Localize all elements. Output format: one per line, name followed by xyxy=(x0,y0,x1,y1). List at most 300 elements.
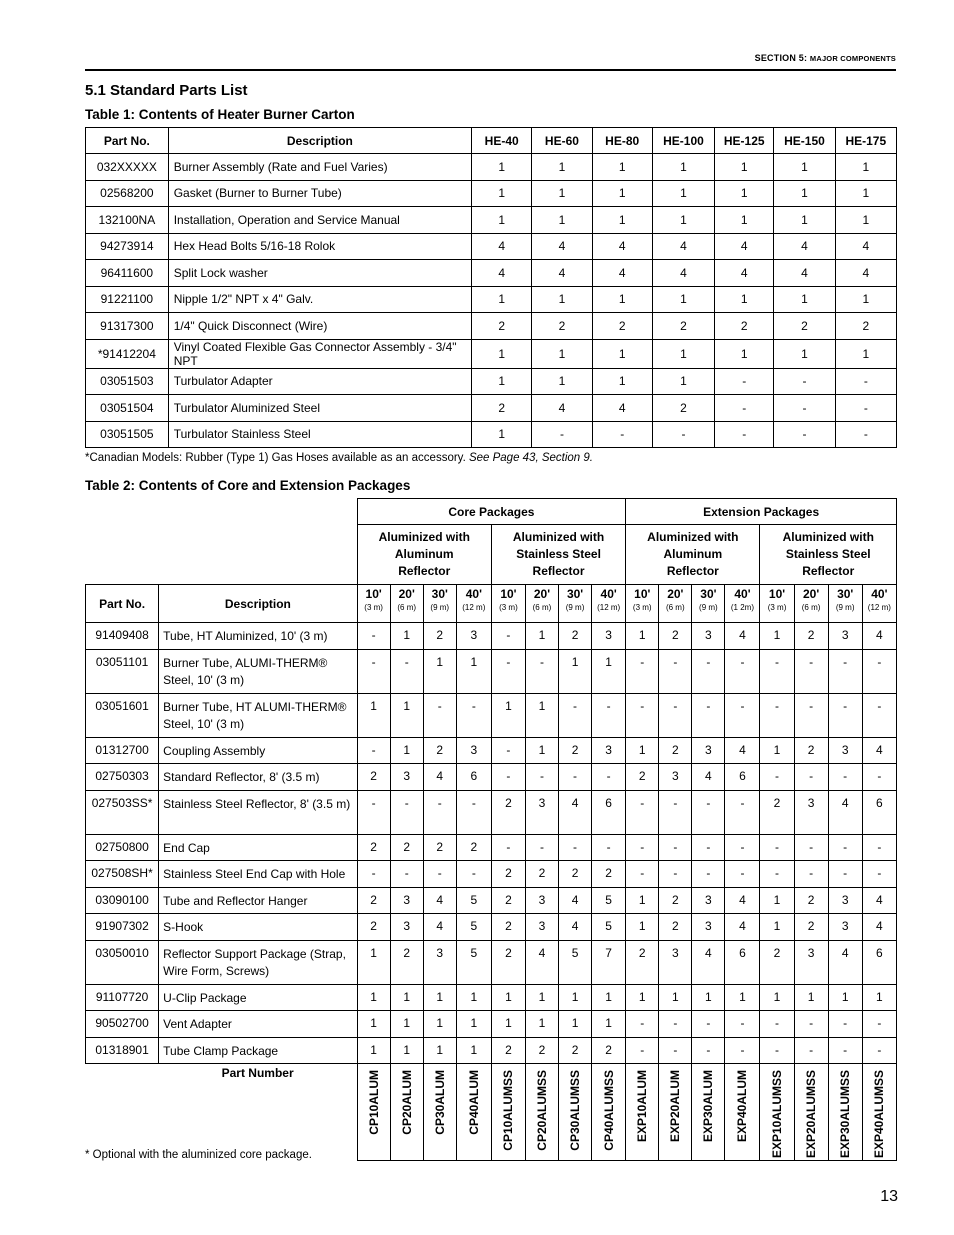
table-row xyxy=(86,233,897,260)
quantity-cell: - xyxy=(692,834,725,861)
package-part-number: CP10ALUMSS xyxy=(501,1070,516,1151)
quantity-cell: 1 xyxy=(715,339,774,368)
quantity-cell: 1 xyxy=(472,154,532,181)
length-meters: (6 m) xyxy=(397,603,417,612)
quantity-cell: 2 xyxy=(491,1037,525,1064)
quantity-cell: - xyxy=(794,861,828,888)
quantity-cell: 2 xyxy=(652,313,714,340)
part-number-cell: 02750303 xyxy=(86,764,159,791)
package-part-number-wrap xyxy=(725,1064,759,1160)
quantity-cell: - xyxy=(357,649,390,693)
part-number-cell: 027508SH* xyxy=(86,861,159,888)
package-part-number: EXP10ALUM xyxy=(635,1070,650,1143)
quantity-cell: - xyxy=(626,861,659,888)
quantity-cell: 1 xyxy=(390,1011,423,1038)
package-part-number-cell xyxy=(423,1064,456,1161)
quantity-cell: 1 xyxy=(532,368,592,395)
quantity-cell: 1 xyxy=(652,286,714,313)
quantity-cell: 3 xyxy=(390,764,423,791)
quantity-cell: 2 xyxy=(659,914,692,941)
quantity-cell: 2 xyxy=(559,1037,592,1064)
quantity-cell: 3 xyxy=(828,623,862,650)
quantity-cell: - xyxy=(491,834,525,861)
quantity-cell: - xyxy=(862,1011,896,1038)
quantity-cell: - xyxy=(692,861,725,888)
length-meters: (3 m) xyxy=(499,603,518,612)
length-header xyxy=(525,585,558,623)
quantity-cell: - xyxy=(835,395,896,422)
quantity-cell: 2 xyxy=(794,623,828,650)
package-part-number-wrap xyxy=(863,1064,896,1160)
quantity-cell: 2 xyxy=(491,940,525,984)
quantity-cell: 3 xyxy=(794,790,828,834)
package-part-number: EXP20ALUMSS xyxy=(804,1070,819,1159)
quantity-cell: 1 xyxy=(559,1011,592,1038)
quantity-cell: - xyxy=(794,649,828,693)
quantity-cell: 1 xyxy=(774,180,835,207)
quantity-cell: 5 xyxy=(456,887,491,914)
table-row xyxy=(86,313,897,340)
package-part-number-cell xyxy=(357,1064,390,1161)
quantity-cell: - xyxy=(774,421,835,448)
quantity-cell: - xyxy=(423,790,456,834)
quantity-cell: - xyxy=(794,693,828,737)
description-cell: Vinyl Coated Flexible Gas Connector Assembly - 3/4" NPT xyxy=(168,339,471,368)
length-feet: 30' xyxy=(431,587,448,601)
quantity-cell: 2 xyxy=(525,1037,558,1064)
length-meters: (9 m) xyxy=(699,603,718,612)
quantity-cell: 3 xyxy=(828,887,862,914)
quantity-cell: 2 xyxy=(423,623,456,650)
quantity-cell: 3 xyxy=(659,764,692,791)
package-part-number-cell xyxy=(456,1064,491,1161)
length-header xyxy=(491,585,525,623)
quantity-cell: - xyxy=(592,834,626,861)
table-row xyxy=(86,737,897,764)
part-number-cell: 91409408 xyxy=(86,623,159,650)
quantity-cell: 1 xyxy=(652,180,714,207)
part-number-cell: 91907302 xyxy=(86,914,159,941)
quantity-cell: 4 xyxy=(774,260,835,287)
quantity-cell: 7 xyxy=(592,940,626,984)
quantity-cell: 2 xyxy=(559,737,592,764)
subgroup-ext-stainless xyxy=(760,525,897,585)
quantity-cell: 1 xyxy=(835,207,896,234)
table-row xyxy=(86,834,897,861)
description-cell: Burner Tube, ALUMI-THERM® Steel, 10' (3 m) xyxy=(159,649,357,693)
subgroup-label: Aluminized with Stainless Steel Reflector xyxy=(782,530,874,578)
quantity-cell: 3 xyxy=(423,940,456,984)
table2-footnote: * Optional with the aluminized core package. xyxy=(85,1149,312,1161)
package-part-number: EXP30ALUM xyxy=(701,1070,716,1143)
quantity-cell: 4 xyxy=(862,887,896,914)
column-header: Description xyxy=(168,128,471,154)
quantity-cell: - xyxy=(725,790,760,834)
quantity-cell: 2 xyxy=(794,887,828,914)
quantity-cell: - xyxy=(357,790,390,834)
quantity-cell: 3 xyxy=(659,940,692,984)
quantity-cell: 2 xyxy=(659,887,692,914)
quantity-cell: 4 xyxy=(835,233,896,260)
quantity-cell: - xyxy=(862,649,896,693)
quantity-cell: - xyxy=(828,861,862,888)
quantity-cell: 1 xyxy=(760,984,794,1011)
quantity-cell: 5 xyxy=(592,887,626,914)
description-cell: Burner Assembly (Rate and Fuel Varies) xyxy=(168,154,471,181)
column-header: HE-60 xyxy=(532,128,592,154)
quantity-cell: 4 xyxy=(652,260,714,287)
table-row xyxy=(86,180,897,207)
section-label: SECTION 5: xyxy=(754,53,808,63)
column-header: HE-40 xyxy=(472,128,532,154)
package-part-number-wrap xyxy=(592,1064,625,1160)
quantity-cell: 1 xyxy=(592,368,652,395)
quantity-cell: 1 xyxy=(592,180,652,207)
quantity-cell: 5 xyxy=(456,940,491,984)
quantity-cell: 1 xyxy=(491,693,525,737)
quantity-cell: 4 xyxy=(725,887,760,914)
quantity-cell: - xyxy=(456,693,491,737)
quantity-cell: 1 xyxy=(715,207,774,234)
length-feet: 40' xyxy=(465,587,482,601)
quantity-cell: 4 xyxy=(592,233,652,260)
description-cell: Nipple 1/2" NPT x 4" Galv. xyxy=(168,286,471,313)
quantity-cell: - xyxy=(760,764,794,791)
quantity-cell: - xyxy=(715,368,774,395)
quantity-cell: - xyxy=(692,649,725,693)
quantity-cell: - xyxy=(626,834,659,861)
package-part-number-cell xyxy=(692,1064,725,1161)
quantity-cell: 2 xyxy=(357,914,390,941)
quantity-cell: 1 xyxy=(835,286,896,313)
package-part-number: CP30ALUM xyxy=(432,1070,447,1135)
table-row xyxy=(86,693,897,737)
length-meters: (1 2m) xyxy=(730,603,754,612)
table-row xyxy=(86,649,897,693)
quantity-cell: 5 xyxy=(559,940,592,984)
quantity-cell: 1 xyxy=(456,984,491,1011)
package-part-number-wrap xyxy=(492,1064,525,1160)
section-header xyxy=(85,53,896,63)
quantity-cell: - xyxy=(592,421,652,448)
quantity-cell: 1 xyxy=(774,286,835,313)
quantity-cell: 4 xyxy=(862,623,896,650)
quantity-cell: 5 xyxy=(592,914,626,941)
subgroup-label: Aluminized with Aluminum Reflector xyxy=(378,530,470,578)
quantity-cell: 5 xyxy=(456,914,491,941)
length-meters: (12 m) xyxy=(597,603,621,612)
quantity-cell: 1 xyxy=(390,623,423,650)
package-part-number-cell xyxy=(862,1064,896,1161)
quantity-cell: - xyxy=(760,693,794,737)
quantity-cell: 1 xyxy=(456,649,491,693)
part-number-cell: 03051504 xyxy=(86,395,169,422)
quantity-cell: 1 xyxy=(626,984,659,1011)
quantity-cell: 2 xyxy=(592,1037,626,1064)
quantity-cell: 4 xyxy=(828,940,862,984)
quantity-cell: - xyxy=(835,421,896,448)
quantity-cell: 3 xyxy=(525,790,558,834)
length-header xyxy=(692,585,725,623)
quantity-cell: - xyxy=(559,764,592,791)
table2-title: Table 2: Contents of Core and Extension Packages xyxy=(85,478,411,493)
length-meters: (3 m) xyxy=(767,603,787,612)
quantity-cell: - xyxy=(532,421,592,448)
quantity-cell: 4 xyxy=(559,887,592,914)
part-number-cell: 96411600 xyxy=(86,260,169,287)
quantity-cell: 2 xyxy=(559,861,592,888)
quantity-cell: - xyxy=(390,861,423,888)
package-part-number: CP20ALUMSS xyxy=(534,1070,549,1151)
table1-footnote-ref: See Page 43, Section 9. xyxy=(468,452,593,464)
description-cell: Installation, Operation and Service Manual xyxy=(168,207,471,234)
description-cell: Tube, HT Aluminized, 10' (3 m) xyxy=(159,623,357,650)
quantity-cell: 1 xyxy=(472,339,532,368)
quantity-cell: 1 xyxy=(592,207,652,234)
package-part-number-wrap xyxy=(526,1064,558,1160)
quantity-cell: 1 xyxy=(592,154,652,181)
quantity-cell: 1 xyxy=(760,737,794,764)
quantity-cell: - xyxy=(774,395,835,422)
quantity-cell: - xyxy=(559,693,592,737)
description-cell: 1/4" Quick Disconnect (Wire) xyxy=(168,313,471,340)
quantity-cell: 1 xyxy=(659,984,692,1011)
quantity-cell: 1 xyxy=(835,180,896,207)
quantity-cell: 3 xyxy=(692,914,725,941)
quantity-cell: 4 xyxy=(532,395,592,422)
package-part-number-cell xyxy=(559,1064,592,1161)
quantity-cell: - xyxy=(692,693,725,737)
quantity-cell: 1 xyxy=(559,649,592,693)
table-row xyxy=(86,154,897,181)
part-number-cell: 91107720 xyxy=(86,984,159,1011)
quantity-cell: 6 xyxy=(725,764,760,791)
part-number-cell: 132100NA xyxy=(86,207,169,234)
quantity-cell: 1 xyxy=(525,984,558,1011)
quantity-cell: 1 xyxy=(760,623,794,650)
quantity-cell: - xyxy=(828,693,862,737)
quantity-cell: 4 xyxy=(715,233,774,260)
length-feet: 10' xyxy=(634,587,651,601)
quantity-cell: - xyxy=(725,1011,760,1038)
subgroup-ext-aluminum xyxy=(626,525,760,585)
quantity-cell: 3 xyxy=(525,887,558,914)
description-cell: End Cap xyxy=(159,834,357,861)
quantity-cell: - xyxy=(423,693,456,737)
quantity-cell: - xyxy=(692,790,725,834)
quantity-cell: 1 xyxy=(592,1011,626,1038)
quantity-cell: 1 xyxy=(652,154,714,181)
length-meters: (9 m) xyxy=(835,603,855,612)
description-header: Description xyxy=(159,585,357,623)
quantity-cell: 2 xyxy=(390,834,423,861)
quantity-cell: 2 xyxy=(652,395,714,422)
quantity-cell: - xyxy=(862,861,896,888)
table-row xyxy=(86,1011,897,1038)
length-feet: 40' xyxy=(734,587,751,601)
quantity-cell: 4 xyxy=(835,260,896,287)
quantity-cell: 2 xyxy=(760,940,794,984)
length-feet: 30' xyxy=(837,587,854,601)
length-header xyxy=(626,585,659,623)
extension-packages-header: Extension Packages xyxy=(626,499,897,525)
quantity-cell: 1 xyxy=(357,1037,390,1064)
quantity-cell: 1 xyxy=(774,207,835,234)
quantity-cell: 1 xyxy=(835,339,896,368)
quantity-cell: 1 xyxy=(626,623,659,650)
length-meters: (12 m) xyxy=(462,603,486,612)
package-part-number: CP30ALUMSS xyxy=(568,1070,583,1151)
quantity-cell: 4 xyxy=(725,914,760,941)
part-number-cell: 01318901 xyxy=(86,1037,159,1064)
quantity-cell: 1 xyxy=(774,154,835,181)
quantity-cell: 1 xyxy=(532,339,592,368)
quantity-cell: 4 xyxy=(774,233,835,260)
quantity-cell: 1 xyxy=(390,737,423,764)
quantity-cell: 4 xyxy=(828,790,862,834)
quantity-cell: 3 xyxy=(592,623,626,650)
quantity-cell: - xyxy=(794,834,828,861)
quantity-cell: - xyxy=(794,1011,828,1038)
quantity-cell: 2 xyxy=(835,313,896,340)
quantity-cell: - xyxy=(715,395,774,422)
package-part-number: EXP40ALUM xyxy=(735,1070,750,1143)
quantity-cell: - xyxy=(652,421,714,448)
length-meters: (9 m) xyxy=(565,603,585,612)
quantity-cell: 2 xyxy=(423,737,456,764)
table-row xyxy=(86,1037,897,1064)
quantity-cell: - xyxy=(659,649,692,693)
part-number-cell: 03051601 xyxy=(86,693,159,737)
part-number-cell: 01312700 xyxy=(86,737,159,764)
quantity-cell: 3 xyxy=(592,737,626,764)
quantity-cell: 4 xyxy=(532,260,592,287)
quantity-cell: 1 xyxy=(862,984,896,1011)
part-number-cell: 02568200 xyxy=(86,180,169,207)
quantity-cell: - xyxy=(828,764,862,791)
column-header: HE-175 xyxy=(835,128,896,154)
length-meters: (3 m) xyxy=(632,603,652,612)
page-number: 13 xyxy=(880,1188,898,1205)
length-feet: 20' xyxy=(533,587,551,601)
quantity-cell: - xyxy=(862,1037,896,1064)
table-row xyxy=(86,339,897,368)
quantity-cell: 2 xyxy=(774,313,835,340)
package-part-number: EXP10ALUMSS xyxy=(770,1070,785,1159)
quantity-cell: 1 xyxy=(692,984,725,1011)
quantity-cell: 1 xyxy=(559,984,592,1011)
core-packages-header: Core Packages xyxy=(357,499,626,525)
description-cell: Reflector Support Package (Strap, Wire Form, Screws) xyxy=(159,940,357,984)
quantity-cell: - xyxy=(828,1037,862,1064)
quantity-cell: 6 xyxy=(456,764,491,791)
core-extension-packages-table xyxy=(85,498,897,1161)
description-cell: Turbulator Aluminized Steel xyxy=(168,395,471,422)
quantity-cell: 4 xyxy=(472,260,532,287)
part-number-cell: 91221100 xyxy=(86,286,169,313)
quantity-cell: 1 xyxy=(715,154,774,181)
length-header xyxy=(423,585,456,623)
footer-blank xyxy=(86,1064,159,1161)
quantity-cell: 1 xyxy=(652,339,714,368)
quantity-cell: - xyxy=(760,834,794,861)
quantity-cell: - xyxy=(559,834,592,861)
description-cell: Stainless Steel End Cap with Hole xyxy=(159,861,357,888)
page-title: 5.1 Standard Parts List xyxy=(85,82,248,99)
description-cell: Turbulator Adapter xyxy=(168,368,471,395)
quantity-cell: - xyxy=(357,737,390,764)
table-row xyxy=(86,764,897,791)
quantity-cell: 1 xyxy=(525,693,558,737)
quantity-cell: 4 xyxy=(592,260,652,287)
table-row xyxy=(86,914,897,941)
table1-footnote xyxy=(85,452,593,464)
column-header: HE-125 xyxy=(715,128,774,154)
length-feet: 30' xyxy=(566,587,584,601)
quantity-cell: 1 xyxy=(472,421,532,448)
quantity-cell: 1 xyxy=(357,940,390,984)
quantity-cell: 3 xyxy=(794,940,828,984)
quantity-cell: 4 xyxy=(423,764,456,791)
quantity-cell: 1 xyxy=(456,1011,491,1038)
package-part-number-wrap xyxy=(424,1064,456,1160)
length-header xyxy=(357,585,390,623)
quantity-cell: 2 xyxy=(794,914,828,941)
quantity-cell: - xyxy=(491,764,525,791)
package-part-number-cell xyxy=(525,1064,558,1161)
table-row xyxy=(86,421,897,448)
quantity-cell: 4 xyxy=(862,737,896,764)
quantity-cell: 4 xyxy=(692,940,725,984)
package-part-number-wrap xyxy=(829,1064,862,1160)
quantity-cell: - xyxy=(760,1011,794,1038)
quantity-cell: 1 xyxy=(725,984,760,1011)
quantity-cell: 3 xyxy=(828,737,862,764)
length-feet: 10' xyxy=(365,587,382,601)
quantity-cell: 1 xyxy=(472,207,532,234)
quantity-cell: 3 xyxy=(692,887,725,914)
quantity-cell: 2 xyxy=(794,737,828,764)
part-number-cell: 02750800 xyxy=(86,834,159,861)
quantity-cell: 2 xyxy=(491,790,525,834)
quantity-cell: 2 xyxy=(491,861,525,888)
quantity-cell: 3 xyxy=(390,887,423,914)
quantity-cell: - xyxy=(692,1011,725,1038)
quantity-cell: - xyxy=(692,1037,725,1064)
quantity-cell: 3 xyxy=(828,914,862,941)
quantity-cell: 1 xyxy=(532,154,592,181)
quantity-cell: 3 xyxy=(692,623,725,650)
quantity-cell: 1 xyxy=(828,984,862,1011)
length-header xyxy=(828,585,862,623)
quantity-cell: 2 xyxy=(659,737,692,764)
quantity-cell: - xyxy=(725,861,760,888)
length-meters: (6 m) xyxy=(532,603,552,612)
quantity-cell: 1 xyxy=(592,286,652,313)
quantity-cell: 1 xyxy=(532,207,592,234)
heater-burner-carton-table xyxy=(85,127,897,448)
quantity-cell: 1 xyxy=(835,154,896,181)
quantity-cell: - xyxy=(525,764,558,791)
quantity-cell: 2 xyxy=(592,861,626,888)
quantity-cell: 1 xyxy=(390,1037,423,1064)
package-part-number-wrap xyxy=(760,1064,793,1160)
quantity-cell: 1 xyxy=(652,368,714,395)
quantity-cell: 2 xyxy=(472,395,532,422)
quantity-cell: 6 xyxy=(862,790,896,834)
table-row xyxy=(86,940,897,984)
part-number-cell: 03090100 xyxy=(86,887,159,914)
